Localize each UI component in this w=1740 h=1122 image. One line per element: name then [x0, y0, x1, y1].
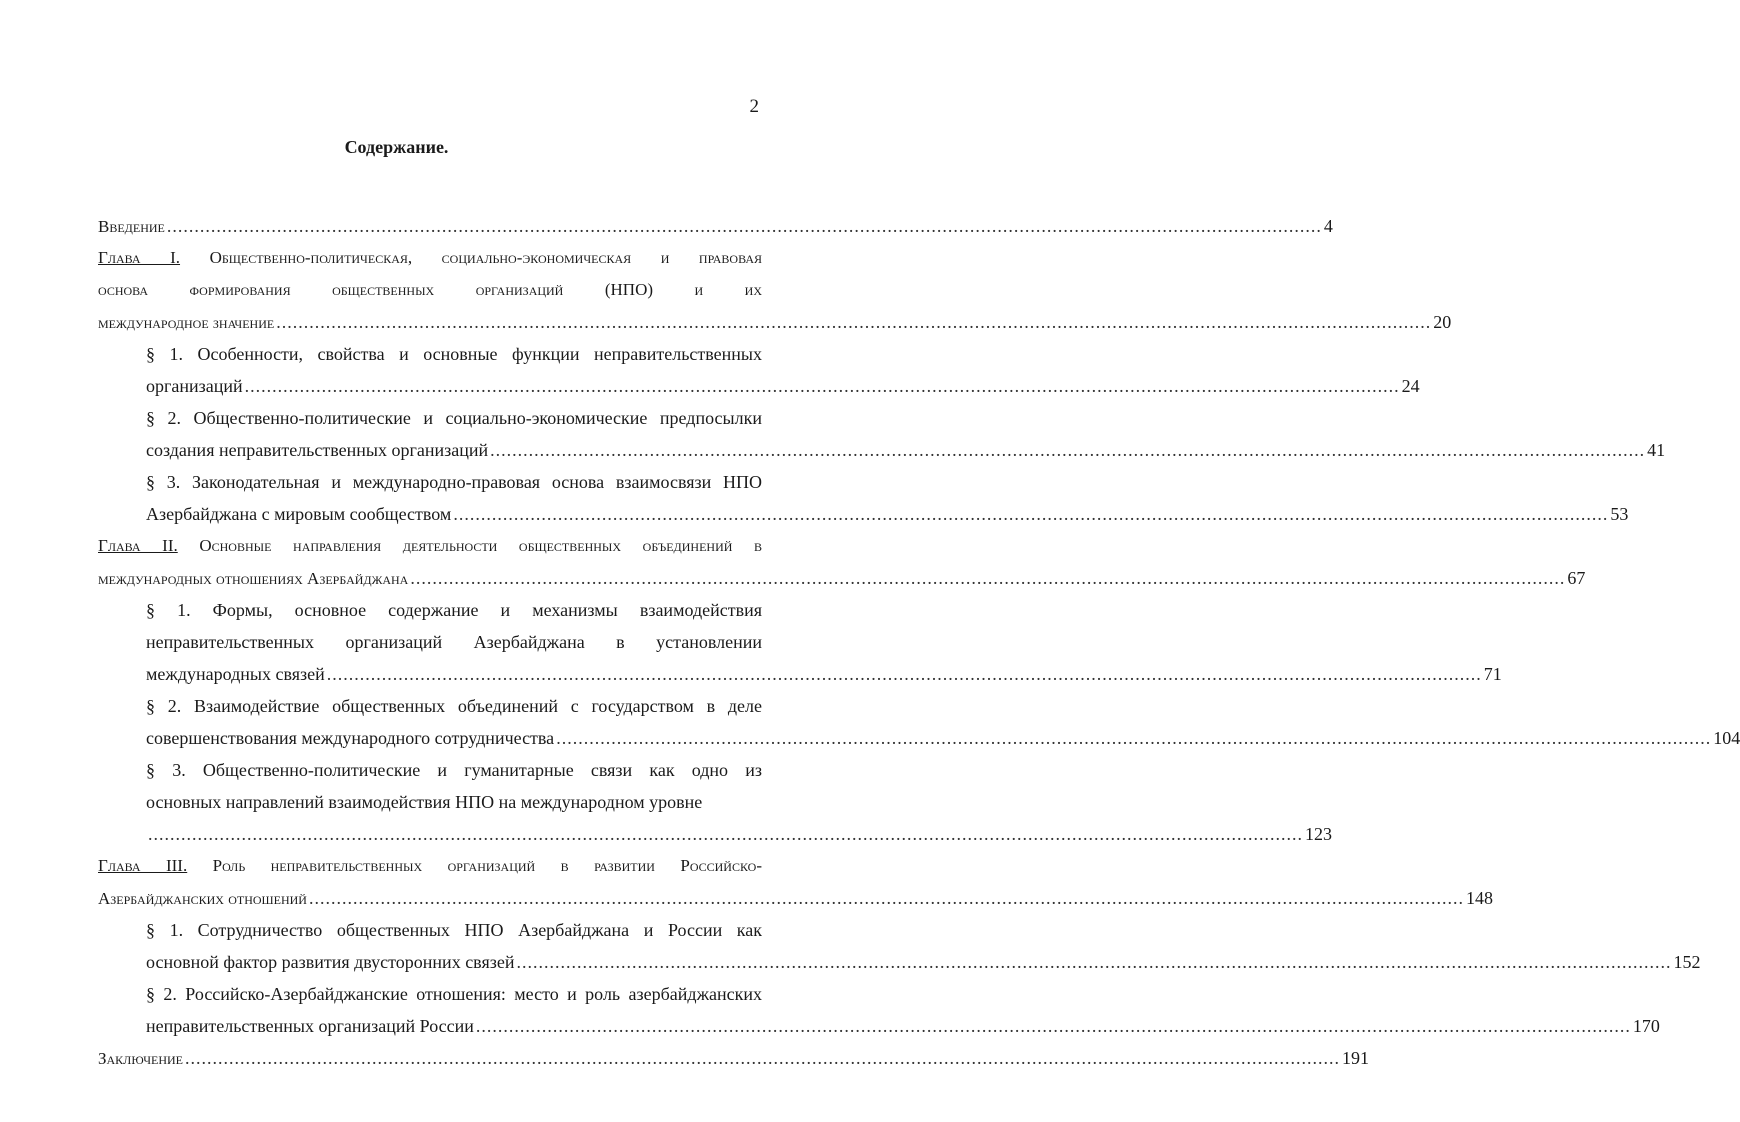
- toc-page-number: 191: [1342, 1048, 1369, 1068]
- toc-section-line: [146, 946, 1701, 978]
- dot-leader: ..................................................................................................................................................................................................................: [166, 216, 1322, 236]
- toc-entry-text: Введение: [98, 217, 165, 236]
- toc-entry-text: организаций: [146, 376, 243, 396]
- toc-page-number: 24: [1401, 376, 1420, 396]
- toc-page-number: 104: [1713, 728, 1740, 748]
- toc-section-1-2[interactable]: [98, 402, 1666, 466]
- toc-page-number: 71: [1483, 664, 1502, 684]
- dot-leader: ..................................................................................................................................................................................................................: [185, 1048, 1340, 1068]
- chapter-label: Глава I.: [98, 248, 181, 267]
- toc-section-line: § 2. Взаимодействие общественных объединений с государством в деле: [146, 696, 762, 716]
- toc-entry-text: Азербайджанских отношений: [98, 889, 307, 908]
- toc-page-number: 170: [1632, 1016, 1660, 1036]
- toc-chapter-1-line-1[interactable]: [98, 242, 762, 274]
- toc-chapter-3-line-2[interactable]: [98, 882, 1493, 914]
- toc-page-number: 67: [1567, 568, 1586, 588]
- toc-entry-text: неправительственных организаций России: [146, 1016, 474, 1036]
- chapter-title-part: Общественно-политическая, социально-экономическая и правовая: [209, 248, 762, 267]
- toc-section-line: [146, 498, 1629, 530]
- toc-section-line: § 1. Сотрудничество общественных НПО Азербайджана и России как: [146, 920, 762, 940]
- toc-section-2-3[interactable]: [98, 754, 1332, 850]
- dot-leader: ..................................................................................................................................................................................................................: [516, 952, 1672, 972]
- toc-section-line: [146, 1010, 1660, 1042]
- dot-leader: ..................................................................................................................................................................................................................: [276, 312, 1432, 332]
- page-number: 2: [749, 96, 759, 117]
- toc-section-3-2[interactable]: [98, 978, 1660, 1042]
- toc-section-line: § 3. Законодательная и международно-правовая основа взаимосвязи НПО: [146, 472, 762, 492]
- dot-leader: ..................................................................................................................................................................................................................: [475, 1016, 1631, 1036]
- chapter-title-part: Основные направления деятельности общественных объединений в: [199, 536, 763, 555]
- chapter-label: Глава III.: [98, 856, 188, 875]
- toc-section-line: [146, 434, 1666, 466]
- toc-section-line: § 1. Формы, основное содержание и механизмы взаимодействия: [146, 600, 762, 620]
- dot-leader: ..................................................................................................................................................................................................................: [308, 888, 1464, 908]
- dot-leader: ..................................................................................................................................................................................................................: [244, 376, 1400, 396]
- toc-chapter-3-line-1[interactable]: [98, 850, 762, 882]
- toc-section-line: [146, 658, 1502, 690]
- toc-section-line: неправительственных организаций Азербайджана в установлении: [146, 632, 762, 652]
- toc-chapter-1-line-3[interactable]: [98, 306, 1452, 338]
- toc-entry-text: совершенствования международного сотрудничества: [146, 728, 555, 748]
- page-title: Содержание.: [344, 137, 449, 157]
- toc-chapter-2-line-1[interactable]: [98, 530, 762, 562]
- toc-entry-text: основной фактор развития двусторонних связей: [146, 952, 515, 972]
- chapter-title-part: Роль неправительственных организаций в развитии Российско-: [212, 856, 763, 875]
- toc-section-1-3[interactable]: [98, 466, 1629, 530]
- dot-leader: ..................................................................................................................................................................................................................: [490, 440, 1646, 460]
- toc-section-line: основных направлений взаимодействия НПО на международном уровне: [146, 792, 703, 812]
- dot-leader: ..................................................................................................................................................................................................................: [556, 728, 1712, 748]
- toc-chapter-2-line-2[interactable]: [98, 562, 1586, 594]
- dot-leader: ..................................................................................................................................................................................................................: [326, 664, 1482, 684]
- toc-section-line: § 3. Общественно-политические и гуманитарные связи как одно из: [146, 760, 762, 780]
- toc-page-number: 41: [1647, 440, 1666, 460]
- table-of-contents: [98, 210, 1740, 1074]
- toc-section-2-2[interactable]: [98, 690, 1740, 754]
- toc-section-line: § 1. Особенности, свойства и основные функции неправительственных: [146, 344, 762, 364]
- toc-page-number: 148: [1465, 888, 1493, 908]
- toc-section-2-1[interactable]: [98, 594, 1502, 690]
- toc-page-number: 53: [1610, 504, 1629, 524]
- dot-leader: ..................................................................................................................................................................................................................: [148, 824, 1303, 844]
- chapter-label: Глава II.: [98, 536, 178, 555]
- toc-entry-intro[interactable]: [98, 210, 1333, 242]
- toc-page-number: 152: [1673, 952, 1701, 972]
- toc-page-number: 123: [1305, 824, 1332, 844]
- toc-section-line: [146, 370, 1420, 402]
- toc-page-number: 4: [1323, 216, 1333, 236]
- toc-section-line: § 2. Общественно-политические и социально-экономические предпосылки: [146, 408, 762, 428]
- toc-entry-text: Азербайджана с мировым сообществом: [146, 504, 452, 524]
- toc-entry-text: международных отношениях Азербайджана: [98, 569, 409, 588]
- toc-entry-text: создания неправительственных организаций: [146, 440, 489, 460]
- toc-section-3-1[interactable]: [98, 914, 1701, 978]
- toc-section-line: [146, 818, 1332, 850]
- dot-leader: ..................................................................................................................................................................................................................: [410, 568, 1566, 588]
- toc-section-line: § 2. Российско-Азербайджанские отношения: место и роль азербайджанских: [146, 984, 762, 1004]
- toc-chapter-1-line-2[interactable]: основа формирования общественных организаций (НПО) и их: [98, 280, 762, 299]
- toc-page-number: 20: [1433, 312, 1452, 332]
- toc-entry-text: международных связей: [146, 664, 325, 684]
- toc-entry-text: Заключение: [98, 1049, 183, 1068]
- toc-section-1-1[interactable]: [98, 338, 1420, 402]
- toc-entry-conclusion[interactable]: [98, 1042, 1369, 1074]
- toc-entry-text: международное значение: [98, 313, 275, 332]
- dot-leader: ..................................................................................................................................................................................................................: [453, 504, 1609, 524]
- toc-section-line: [146, 722, 1740, 754]
